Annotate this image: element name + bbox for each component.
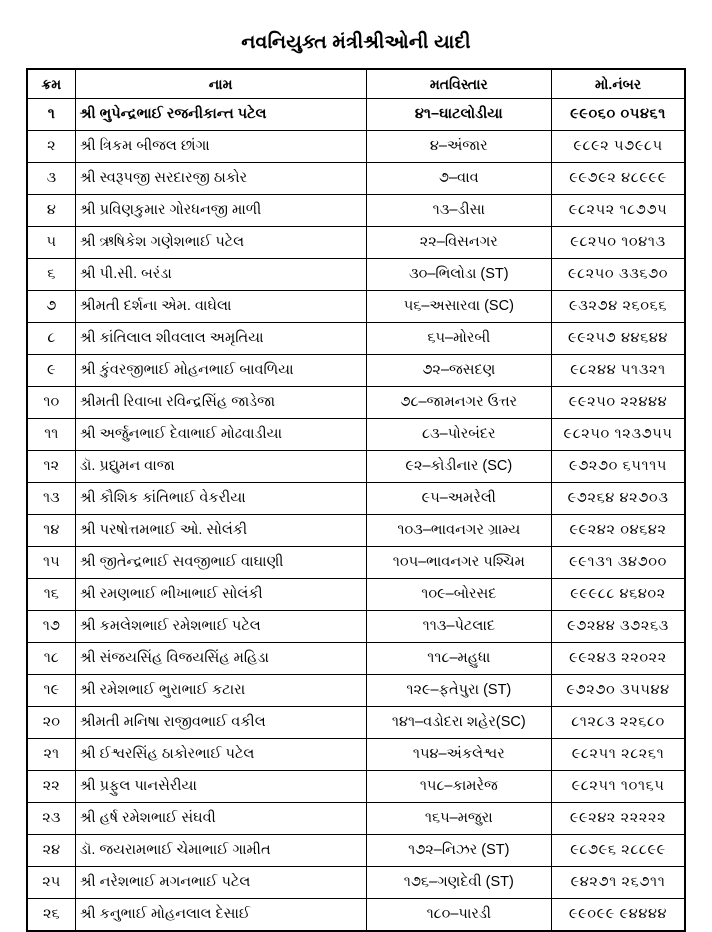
cell-name: શ્રી પી.સી. બરંડા	[75, 259, 366, 291]
table-row	[27, 899, 685, 932]
table-row	[27, 611, 685, 643]
table-row	[27, 675, 685, 707]
cell-name: શ્રી કાંતિલાલ શીવલાલ અમૃતિયા	[75, 323, 366, 355]
cell-constituency: ૧૨૯–ફતેપુરા (ST)	[366, 675, 552, 707]
cell-sr: ૧૯	[27, 675, 75, 707]
cell-mobile: ૯૮૨૫૦ ૧૦૪૧૩	[552, 227, 685, 259]
cell-name: શ્રીમતી મનિષા રાજીવભાઈ વકીલ	[75, 707, 366, 739]
table-row	[27, 867, 685, 899]
cell-constituency: ૧૭૨–નિઝર (ST)	[366, 835, 552, 867]
page-title: નવનિયુક્ત મંત્રીશ્રીઓની યાદી	[241, 32, 471, 53]
cell-constituency: ૨૨–વિસનગર	[366, 227, 552, 259]
cell-name: શ્રી રમેશભાઈ ભુરાભાઈ કટારા	[75, 675, 366, 707]
table-row	[27, 547, 685, 579]
table-row	[27, 803, 685, 835]
cell-constituency: ૪૧–ઘાટલોડીયા	[366, 99, 552, 131]
cell-name: શ્રી હર્ષ રમેશભાઈ સંઘવી	[75, 803, 366, 835]
cell-mobile: ૯૯૨૪૩ ૨૨૦૨૨	[552, 643, 685, 675]
table-row	[27, 835, 685, 867]
cell-name: શ્રી ઈશ્વરસિંહ ઠાકોરભાઈ પટેલ	[75, 739, 366, 771]
cell-constituency: ૧૩–ડીસા	[366, 195, 552, 227]
table-row	[27, 643, 685, 675]
cell-name: શ્રી રમણભાઈ ભીખાભાઈ સોલંકી	[75, 579, 366, 611]
cell-mobile: ૯૯૨૫૦ ૨૨૪૪૪	[552, 387, 685, 419]
column-header-name: નામ	[75, 69, 366, 99]
cell-sr: ૮	[27, 323, 75, 355]
cell-mobile: ૯૮૭૯૬ ૨૮૮૯૯	[552, 835, 685, 867]
cell-sr: ૨૪	[27, 835, 75, 867]
cell-sr: ૧૩	[27, 483, 75, 515]
cell-mobile: ૯૯૦૬૦ ૦૫૪૬૧	[552, 99, 685, 131]
column-header-constituency: મતવિસ્તાર	[366, 69, 552, 99]
cell-mobile: ૯૪૨૭૧ ૨૬૭૧૧	[552, 867, 685, 899]
cell-sr: ૪	[27, 195, 75, 227]
table-row	[27, 451, 685, 483]
cell-mobile: ૯૮૨૫૨ ૧૮૭૭૫	[552, 195, 685, 227]
table-row	[27, 259, 685, 291]
cell-name: ડૉ. જયરામભાઈ ચેમાભાઈ ગામીત	[75, 835, 366, 867]
column-header-sr: ક્રમ	[27, 69, 75, 99]
cell-name: શ્રી કૌશિક કાંતિભાઈ વેકરીયા	[75, 483, 366, 515]
cell-sr: ૭	[27, 291, 75, 323]
table-row	[27, 579, 685, 611]
table-row	[27, 419, 685, 451]
table-row	[27, 771, 685, 803]
cell-sr: ૯	[27, 355, 75, 387]
cell-mobile: ૯૭૨૭૦ ૩૫૫૪૪	[552, 675, 685, 707]
cell-name: શ્રી પ્રવિણકુમાર ગોરધનજી માળી	[75, 195, 366, 227]
cell-constituency: ૫૬–અસારવા (SC)	[366, 291, 552, 323]
cell-mobile: ૯૯૧૩૧ ૩૪૭૦૦	[552, 547, 685, 579]
table-row	[27, 355, 685, 387]
table-row	[27, 323, 685, 355]
cell-name: શ્રી ત્રિકમ બીજલ છાંગા	[75, 131, 366, 163]
cell-mobile: ૯૯૨૪૨ ૨૨૨૨૨	[552, 803, 685, 835]
cell-constituency: ૧૬૫–મજુરા	[366, 803, 552, 835]
cell-constituency: ૯૨–કોડીનાર (SC)	[366, 451, 552, 483]
cell-name: શ્રી કમલેશભાઈ રમેશભાઈ પટેલ	[75, 611, 366, 643]
cell-mobile: ૯૮૨૪૪ ૫૧૩૨૧	[552, 355, 685, 387]
cell-sr: ૧	[27, 99, 75, 131]
cell-mobile: ૯૯૨૫૭ ૪૪૬૪૪	[552, 323, 685, 355]
cell-mobile: ૯૮૨૫૧ ૧૦૧૬૫	[552, 771, 685, 803]
cell-sr: ૨૩	[27, 803, 75, 835]
cell-constituency: ૧૦૫–ભાવનગર પશ્ચિમ	[366, 547, 552, 579]
cell-sr: ૧૪	[27, 515, 75, 547]
cell-name: શ્રી કનુભાઈ મોહનલાલ દેસાઈ	[75, 899, 366, 932]
cell-mobile: ૯૮૯૨ ૫૭૯૮૫	[552, 131, 685, 163]
cell-constituency: ૪–અંજાર	[366, 131, 552, 163]
cell-name: શ્રી સંજયસિંહ વિજયસિંહ મહિડા	[75, 643, 366, 675]
table-row	[27, 131, 685, 163]
cell-name: શ્રી પ્રફુલ પાનસેરીયા	[75, 771, 366, 803]
cell-sr: ૧૨	[27, 451, 75, 483]
cell-sr: ૨૫	[27, 867, 75, 899]
cell-sr: ૧૭	[27, 611, 75, 643]
table-row	[27, 739, 685, 771]
cell-sr: ૩	[27, 163, 75, 195]
cell-sr: ૨૬	[27, 899, 75, 932]
cell-mobile: ૯૯૭૯૨ ૪૮૯૯૯	[552, 163, 685, 195]
cell-mobile: ૯૯૯૮૮ ૪૬૪૦૨	[552, 579, 685, 611]
cell-sr: ૧૫	[27, 547, 75, 579]
cell-constituency: ૧૧૩–પેટલાદ	[366, 611, 552, 643]
cell-mobile: ૯૯૦૯૯ ૯૪૪૪૪	[552, 899, 685, 932]
cell-mobile: ૯૭૨૪૪ ૩૭૨૬૩	[552, 611, 685, 643]
cell-sr: ૬	[27, 259, 75, 291]
table-row	[27, 99, 685, 131]
cell-constituency: ૧૫૪–અંકલેશ્વર	[366, 739, 552, 771]
cell-sr: ૨૨	[27, 771, 75, 803]
cell-constituency: ૧૦૯–બોરસદ	[366, 579, 552, 611]
cell-mobile: ૯૯૨૪૨ ૦૪૬૪૨	[552, 515, 685, 547]
cell-name: શ્રી સ્વરૂપજી સરદારજી ઠાકોર	[75, 163, 366, 195]
table-header-row	[27, 69, 685, 99]
cell-sr: ૫	[27, 227, 75, 259]
cell-constituency: ૧૧૮–મહુધા	[366, 643, 552, 675]
cell-constituency: ૩૦–ભિલોડા (ST)	[366, 259, 552, 291]
cell-constituency: ૭૨–જસદણ	[366, 355, 552, 387]
cell-constituency: ૧૪૧–વડોદરા શહેર(SC)	[366, 707, 552, 739]
table-row	[27, 291, 685, 323]
cell-constituency: ૭૮–જામનગર ઉત્તર	[366, 387, 552, 419]
table-body	[27, 99, 685, 932]
cell-sr: ૧૧	[27, 419, 75, 451]
cell-mobile: ૮૧૨૮૩ ૨૨૬૮૦	[552, 707, 685, 739]
table-row	[27, 387, 685, 419]
cell-sr: ૨૦	[27, 707, 75, 739]
cell-constituency: ૧૦૩–ભાવનગર ગ્રામ્ય	[366, 515, 552, 547]
table-row	[27, 163, 685, 195]
cell-name: શ્રી પરષોત્તમભાઈ ઓ. સોલંકી	[75, 515, 366, 547]
column-header-mobile: મો.નંબર	[552, 69, 685, 99]
cell-name: શ્રી ભુપેન્દ્રભાઈ રજનીકાન્ત પટેલ	[75, 99, 366, 131]
table-header	[27, 69, 685, 99]
cell-mobile: ૯૮૨૫૦ ૧૨૩૭૫૫	[552, 419, 685, 451]
cell-constituency: ૧૭૬–ગણદેવી (ST)	[366, 867, 552, 899]
ministers-table	[26, 68, 686, 932]
cell-mobile: ૯૭૨૭૦ ૬૫૧૧૫	[552, 451, 685, 483]
cell-sr: ૨૧	[27, 739, 75, 771]
table-row	[27, 707, 685, 739]
cell-constituency: ૯૫–અમરેલી	[366, 483, 552, 515]
cell-constituency: ૭–વાવ	[366, 163, 552, 195]
cell-name: શ્રી જીતેન્દ્રભાઈ સવજીભાઈ વાઘાણી	[75, 547, 366, 579]
cell-sr: ૧૮	[27, 643, 75, 675]
cell-mobile: ૯૩૨૭૪ ૨૬૦૬૬	[552, 291, 685, 323]
cell-name: શ્રી અર્જુનભાઈ દેવાભાઈ મોઢવાડીયા	[75, 419, 366, 451]
cell-sr: ૧૦	[27, 387, 75, 419]
cell-name: શ્રી નરેશભાઈ મગનભાઈ પટેલ	[75, 867, 366, 899]
cell-name: શ્રી ઋષિકેશ ગણેશભાઈ પટેલ	[75, 227, 366, 259]
table-row	[27, 195, 685, 227]
cell-constituency: ૬૫–મોરબી	[366, 323, 552, 355]
cell-name: શ્રીમતી રિવાબા રવિન્દ્રસિંહ જાડેજા	[75, 387, 366, 419]
cell-mobile: ૯૮૨૫૧ ૨૮૨૬૧	[552, 739, 685, 771]
cell-sr: ૧૬	[27, 579, 75, 611]
cell-name: ડૉ. પ્રદ્યુમન વાજા	[75, 451, 366, 483]
cell-constituency: ૧૮૦–પારડી	[366, 899, 552, 932]
cell-name: શ્રીમતી દર્શના એમ. વાઘેલા	[75, 291, 366, 323]
cell-constituency: ૧૫૮–કામરેજ	[366, 771, 552, 803]
table-row	[27, 515, 685, 547]
table-row	[27, 483, 685, 515]
cell-sr: ૨	[27, 131, 75, 163]
cell-mobile: ૯૮૨૫૦ ૩૩૬૭૦	[552, 259, 685, 291]
cell-name: શ્રી કુંવરજીભાઈ મોહનભાઈ બાવળિયા	[75, 355, 366, 387]
cell-mobile: ૯૭૨૬૪ ૪૨૭૦૩	[552, 483, 685, 515]
table-row	[27, 227, 685, 259]
cell-constituency: ૮૩–પોરબંદર	[366, 419, 552, 451]
